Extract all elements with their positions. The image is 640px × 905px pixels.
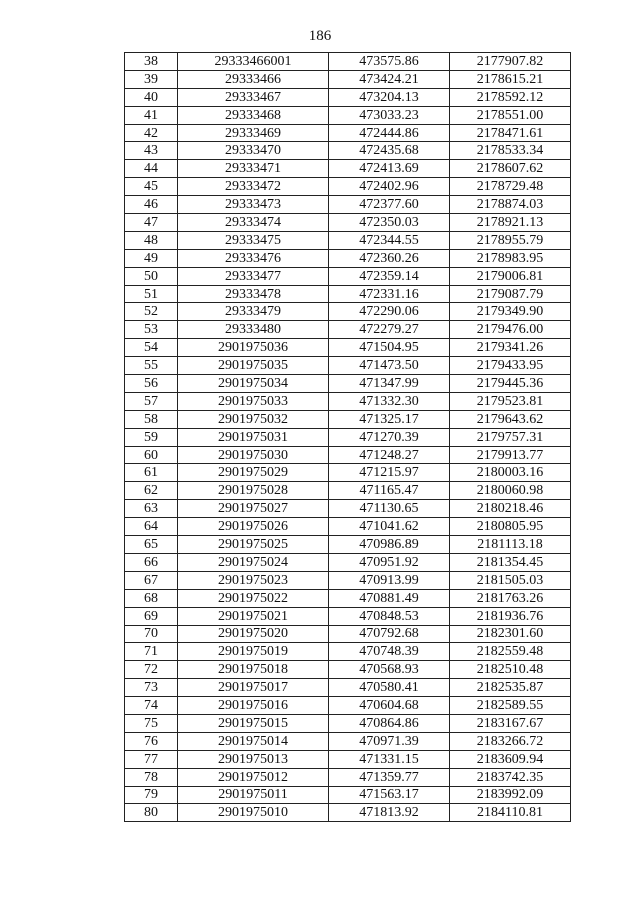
- row-number-cell: 69: [125, 607, 178, 625]
- point-id-cell: 2901975036: [178, 339, 329, 357]
- point-id-cell: 29333476: [178, 249, 329, 267]
- row-number-cell: 38: [125, 53, 178, 71]
- table-row: [125, 714, 571, 732]
- x-coordinate-cell: 470913.99: [329, 571, 450, 589]
- table-row: [125, 536, 571, 554]
- point-id-cell: 2901975019: [178, 643, 329, 661]
- x-coordinate-cell: 472360.26: [329, 249, 450, 267]
- point-id-cell: 2901975033: [178, 392, 329, 410]
- x-coordinate-cell: 470792.68: [329, 625, 450, 643]
- y-coordinate-cell: 2179445.36: [450, 375, 571, 393]
- point-id-cell: 2901975034: [178, 375, 329, 393]
- y-coordinate-cell: 2179757.31: [450, 428, 571, 446]
- y-coordinate-cell: 2183266.72: [450, 732, 571, 750]
- table-row: [125, 392, 571, 410]
- row-number-cell: 64: [125, 518, 178, 536]
- y-coordinate-cell: 2177907.82: [450, 53, 571, 71]
- point-id-cell: 29333470: [178, 142, 329, 160]
- row-number-cell: 54: [125, 339, 178, 357]
- table-row: [125, 53, 571, 71]
- point-id-cell: 2901975011: [178, 786, 329, 804]
- row-number-cell: 61: [125, 464, 178, 482]
- point-id-cell: 29333466001: [178, 53, 329, 71]
- x-coordinate-cell: 473424.21: [329, 70, 450, 88]
- y-coordinate-cell: 2178607.62: [450, 160, 571, 178]
- point-id-cell: 29333471: [178, 160, 329, 178]
- row-number-cell: 40: [125, 88, 178, 106]
- table-row: [125, 196, 571, 214]
- row-number-cell: 50: [125, 267, 178, 285]
- table-row: [125, 589, 571, 607]
- point-id-cell: 2901975024: [178, 553, 329, 571]
- y-coordinate-cell: 2180218.46: [450, 500, 571, 518]
- point-id-cell: 2901975010: [178, 804, 329, 822]
- page-number: 186: [308, 28, 332, 44]
- x-coordinate-cell: 470881.49: [329, 589, 450, 607]
- table-row: [125, 643, 571, 661]
- row-number-cell: 57: [125, 392, 178, 410]
- table-row: [125, 750, 571, 768]
- point-id-cell: 2901975017: [178, 679, 329, 697]
- point-id-cell: 29333468: [178, 106, 329, 124]
- y-coordinate-cell: 2178592.12: [450, 88, 571, 106]
- row-number-cell: 68: [125, 589, 178, 607]
- point-id-cell: 2901975016: [178, 697, 329, 715]
- x-coordinate-cell: 471331.15: [329, 750, 450, 768]
- point-id-cell: 29333466: [178, 70, 329, 88]
- point-id-cell: 2901975032: [178, 410, 329, 428]
- x-coordinate-cell: 472331.16: [329, 285, 450, 303]
- y-coordinate-cell: 2184110.81: [450, 804, 571, 822]
- row-number-cell: 49: [125, 249, 178, 267]
- table-row: [125, 697, 571, 715]
- row-number-cell: 75: [125, 714, 178, 732]
- point-id-cell: 29333474: [178, 214, 329, 232]
- table-row: [125, 482, 571, 500]
- table-row: [125, 446, 571, 464]
- table-row: [125, 553, 571, 571]
- table-row: [125, 106, 571, 124]
- x-coordinate-cell: 470568.93: [329, 661, 450, 679]
- coordinates-table-body: [125, 53, 571, 822]
- table-row: [125, 88, 571, 106]
- table-row: [125, 428, 571, 446]
- row-number-cell: 39: [125, 70, 178, 88]
- point-id-cell: 2901975029: [178, 464, 329, 482]
- y-coordinate-cell: 2183742.35: [450, 768, 571, 786]
- row-number-cell: 71: [125, 643, 178, 661]
- row-number-cell: 51: [125, 285, 178, 303]
- y-coordinate-cell: 2182589.55: [450, 697, 571, 715]
- y-coordinate-cell: 2179006.81: [450, 267, 571, 285]
- table-row: [125, 267, 571, 285]
- y-coordinate-cell: 2179349.90: [450, 303, 571, 321]
- table-row: [125, 625, 571, 643]
- y-coordinate-cell: 2179476.00: [450, 321, 571, 339]
- point-id-cell: 29333475: [178, 231, 329, 249]
- y-coordinate-cell: 2182559.48: [450, 643, 571, 661]
- x-coordinate-cell: 473204.13: [329, 88, 450, 106]
- x-coordinate-cell: 470951.92: [329, 553, 450, 571]
- row-number-cell: 73: [125, 679, 178, 697]
- x-coordinate-cell: 471347.99: [329, 375, 450, 393]
- table-row: [125, 518, 571, 536]
- row-number-cell: 60: [125, 446, 178, 464]
- y-coordinate-cell: 2179433.95: [450, 357, 571, 375]
- y-coordinate-cell: 2181936.76: [450, 607, 571, 625]
- table-row: [125, 679, 571, 697]
- row-number-cell: 65: [125, 536, 178, 554]
- y-coordinate-cell: 2179523.81: [450, 392, 571, 410]
- table-row: [125, 732, 571, 750]
- x-coordinate-cell: 471270.39: [329, 428, 450, 446]
- x-coordinate-cell: 472359.14: [329, 267, 450, 285]
- y-coordinate-cell: 2181763.26: [450, 589, 571, 607]
- row-number-cell: 74: [125, 697, 178, 715]
- y-coordinate-cell: 2181113.18: [450, 536, 571, 554]
- row-number-cell: 45: [125, 178, 178, 196]
- row-number-cell: 53: [125, 321, 178, 339]
- x-coordinate-cell: 471248.27: [329, 446, 450, 464]
- x-coordinate-cell: 472377.60: [329, 196, 450, 214]
- row-number-cell: 55: [125, 357, 178, 375]
- y-coordinate-cell: 2180805.95: [450, 518, 571, 536]
- table-row: [125, 804, 571, 822]
- y-coordinate-cell: 2178471.61: [450, 124, 571, 142]
- point-id-cell: 29333473: [178, 196, 329, 214]
- y-coordinate-cell: 2179341.26: [450, 339, 571, 357]
- table-row: [125, 285, 571, 303]
- x-coordinate-cell: 472344.55: [329, 231, 450, 249]
- point-id-cell: 2901975035: [178, 357, 329, 375]
- x-coordinate-cell: 472444.86: [329, 124, 450, 142]
- point-id-cell: 2901975018: [178, 661, 329, 679]
- point-id-cell: 2901975028: [178, 482, 329, 500]
- point-id-cell: 2901975025: [178, 536, 329, 554]
- point-id-cell: 2901975015: [178, 714, 329, 732]
- y-coordinate-cell: 2183609.94: [450, 750, 571, 768]
- y-coordinate-cell: 2182535.87: [450, 679, 571, 697]
- table-row: [125, 339, 571, 357]
- coordinates-table: [124, 52, 571, 822]
- row-number-cell: 62: [125, 482, 178, 500]
- row-number-cell: 58: [125, 410, 178, 428]
- y-coordinate-cell: 2181505.03: [450, 571, 571, 589]
- y-coordinate-cell: 2181354.45: [450, 553, 571, 571]
- x-coordinate-cell: 472435.68: [329, 142, 450, 160]
- row-number-cell: 72: [125, 661, 178, 679]
- y-coordinate-cell: 2179643.62: [450, 410, 571, 428]
- table-row: [125, 160, 571, 178]
- row-number-cell: 43: [125, 142, 178, 160]
- y-coordinate-cell: 2182301.60: [450, 625, 571, 643]
- x-coordinate-cell: 472279.27: [329, 321, 450, 339]
- row-number-cell: 76: [125, 732, 178, 750]
- x-coordinate-cell: 471504.95: [329, 339, 450, 357]
- y-coordinate-cell: 2179913.77: [450, 446, 571, 464]
- row-number-cell: 80: [125, 804, 178, 822]
- row-number-cell: 46: [125, 196, 178, 214]
- point-id-cell: 29333480: [178, 321, 329, 339]
- y-coordinate-cell: 2180003.16: [450, 464, 571, 482]
- point-id-cell: 2901975027: [178, 500, 329, 518]
- y-coordinate-cell: 2178615.21: [450, 70, 571, 88]
- point-id-cell: 29333469: [178, 124, 329, 142]
- point-id-cell: 2901975012: [178, 768, 329, 786]
- y-coordinate-cell: 2178955.79: [450, 231, 571, 249]
- y-coordinate-cell: 2178533.34: [450, 142, 571, 160]
- x-coordinate-cell: 471359.77: [329, 768, 450, 786]
- x-coordinate-cell: 472350.03: [329, 214, 450, 232]
- table-row: [125, 231, 571, 249]
- point-id-cell: 29333478: [178, 285, 329, 303]
- y-coordinate-cell: 2180060.98: [450, 482, 571, 500]
- y-coordinate-cell: 2183167.67: [450, 714, 571, 732]
- x-coordinate-cell: 471041.62: [329, 518, 450, 536]
- x-coordinate-cell: 470848.53: [329, 607, 450, 625]
- table-row: [125, 786, 571, 804]
- y-coordinate-cell: 2178874.03: [450, 196, 571, 214]
- y-coordinate-cell: 2178983.95: [450, 249, 571, 267]
- table-row: [125, 571, 571, 589]
- table-row: [125, 321, 571, 339]
- table-row: [125, 410, 571, 428]
- y-coordinate-cell: 2182510.48: [450, 661, 571, 679]
- x-coordinate-cell: 473575.86: [329, 53, 450, 71]
- point-id-cell: 2901975021: [178, 607, 329, 625]
- table-row: [125, 178, 571, 196]
- table-row: [125, 303, 571, 321]
- point-id-cell: 2901975022: [178, 589, 329, 607]
- x-coordinate-cell: 472402.96: [329, 178, 450, 196]
- x-coordinate-cell: 473033.23: [329, 106, 450, 124]
- row-number-cell: 66: [125, 553, 178, 571]
- x-coordinate-cell: 471473.50: [329, 357, 450, 375]
- table-row: [125, 124, 571, 142]
- x-coordinate-cell: 471332.30: [329, 392, 450, 410]
- x-coordinate-cell: 471130.65: [329, 500, 450, 518]
- x-coordinate-cell: 470604.68: [329, 697, 450, 715]
- row-number-cell: 63: [125, 500, 178, 518]
- point-id-cell: 2901975026: [178, 518, 329, 536]
- y-coordinate-cell: 2183992.09: [450, 786, 571, 804]
- y-coordinate-cell: 2178551.00: [450, 106, 571, 124]
- table-row: [125, 661, 571, 679]
- point-id-cell: 2901975014: [178, 732, 329, 750]
- x-coordinate-cell: 470580.41: [329, 679, 450, 697]
- table-row: [125, 357, 571, 375]
- point-id-cell: 2901975023: [178, 571, 329, 589]
- row-number-cell: 44: [125, 160, 178, 178]
- row-number-cell: 77: [125, 750, 178, 768]
- x-coordinate-cell: 471215.97: [329, 464, 450, 482]
- table-row: [125, 607, 571, 625]
- table-row: [125, 214, 571, 232]
- y-coordinate-cell: 2179087.79: [450, 285, 571, 303]
- point-id-cell: 29333479: [178, 303, 329, 321]
- row-number-cell: 70: [125, 625, 178, 643]
- table-row: [125, 249, 571, 267]
- row-number-cell: 52: [125, 303, 178, 321]
- row-number-cell: 79: [125, 786, 178, 804]
- row-number-cell: 59: [125, 428, 178, 446]
- row-number-cell: 48: [125, 231, 178, 249]
- x-coordinate-cell: 471813.92: [329, 804, 450, 822]
- x-coordinate-cell: 472413.69: [329, 160, 450, 178]
- row-number-cell: 56: [125, 375, 178, 393]
- row-number-cell: 78: [125, 768, 178, 786]
- x-coordinate-cell: 471563.17: [329, 786, 450, 804]
- x-coordinate-cell: 470748.39: [329, 643, 450, 661]
- row-number-cell: 67: [125, 571, 178, 589]
- point-id-cell: 29333472: [178, 178, 329, 196]
- table-row: [125, 464, 571, 482]
- x-coordinate-cell: 472290.06: [329, 303, 450, 321]
- table-row: [125, 70, 571, 88]
- table-row: [125, 768, 571, 786]
- x-coordinate-cell: 471325.17: [329, 410, 450, 428]
- x-coordinate-cell: 470986.89: [329, 536, 450, 554]
- point-id-cell: 2901975030: [178, 446, 329, 464]
- point-id-cell: 2901975020: [178, 625, 329, 643]
- point-id-cell: 29333477: [178, 267, 329, 285]
- point-id-cell: 2901975013: [178, 750, 329, 768]
- row-number-cell: 42: [125, 124, 178, 142]
- x-coordinate-cell: 471165.47: [329, 482, 450, 500]
- row-number-cell: 47: [125, 214, 178, 232]
- point-id-cell: 29333467: [178, 88, 329, 106]
- y-coordinate-cell: 2178921.13: [450, 214, 571, 232]
- point-id-cell: 2901975031: [178, 428, 329, 446]
- x-coordinate-cell: 470971.39: [329, 732, 450, 750]
- table-row: [125, 142, 571, 160]
- x-coordinate-cell: 470864.86: [329, 714, 450, 732]
- table-row: [125, 500, 571, 518]
- table-row: [125, 375, 571, 393]
- row-number-cell: 41: [125, 106, 178, 124]
- y-coordinate-cell: 2178729.48: [450, 178, 571, 196]
